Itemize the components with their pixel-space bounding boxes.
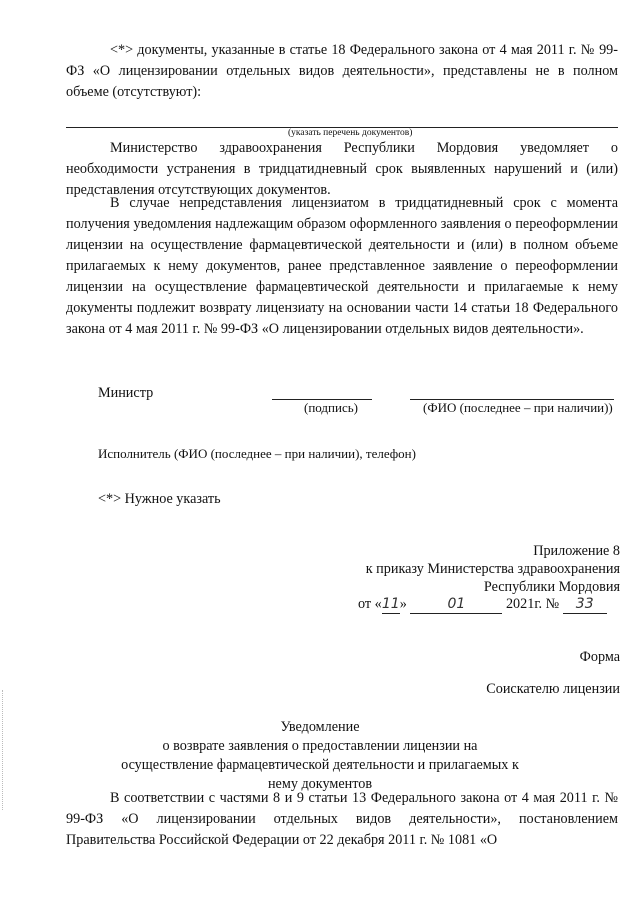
appendix-line-1: Приложение 8 <box>533 543 620 559</box>
appendix-line-2: к приказу Министерства здравоохранения <box>365 561 620 577</box>
form-label: Форма <box>579 649 620 665</box>
name-caption: (ФИО (последнее – при наличии)) <box>423 400 613 415</box>
date-prefix: от « <box>358 596 382 612</box>
date-month: 01 <box>410 595 502 614</box>
addressee: Соискателю лицензии <box>486 681 620 697</box>
executor-label: Исполнитель (ФИО (последнее – при наличии), телефон) <box>98 446 416 461</box>
minister-label: Министр <box>98 385 154 401</box>
notice-subtitle: о возврате заявления о предоставлении лицензии на осуществление фармацевтической деятельности и прилагаемых к нему документов <box>121 738 519 792</box>
ministry-notice: Министерство здравоохранения Республики Мордовия уведомляет о необходимости устранения в тридцатидневный срок выявленных нарушений и (или) представления отсутствующих документов. <box>66 140 618 198</box>
date-year: 2021г. № <box>505 596 560 612</box>
order-number: 33 <box>563 595 607 614</box>
date-mid: » <box>399 596 407 612</box>
scan-edge-marks <box>2 690 4 810</box>
signature-caption: (подпись) <box>304 400 358 415</box>
appendix-line-3: Республики Мордовия <box>483 579 620 595</box>
order-date-line <box>358 593 628 615</box>
documents-list-caption: (указать перечень документов) <box>288 128 413 138</box>
date-day: 11 <box>381 596 400 612</box>
documents-clause: <*> документы, указанные в статье 18 Федерального закона от 4 мая 2011 г. № 99-ФЗ «О лицензировании отдельных видов деятельности», представлены не в полном объеме (отсутствуют): <box>66 42 618 100</box>
return-clause: В случае непредставления лицензиатом в тридцатидневный срок с момента получения уведомления надлежащим образом оформленного заявления о переоформлении лицензии на осуществление фармацевтической деятельности и (или) в полном объеме прилагаемых к нему документов, ранее представленное заявление о переоформлении лицензии на осуществление фармацевтической деятельности и прилагаемые к нему документы подлежит возврату лицензиату на основании части 14 статьи 18 Федерального закона от 4 мая 2011 г. № 99-ФЗ «О лицензировании отдельных видов деятельности». <box>66 195 618 337</box>
basis-clause: В соответствии с частями 8 и 9 статьи 13 Федерального закона от 4 мая 2011 г. № 99-ФЗ «О лицензировании отдельных видов деятельности», постановлением Правительства Российской Федерации от 22 декабря 2011 г. № 1081 «О <box>66 790 618 848</box>
footnote: <*> Нужное указать <box>98 491 221 507</box>
notice-title: Уведомление <box>280 719 360 735</box>
